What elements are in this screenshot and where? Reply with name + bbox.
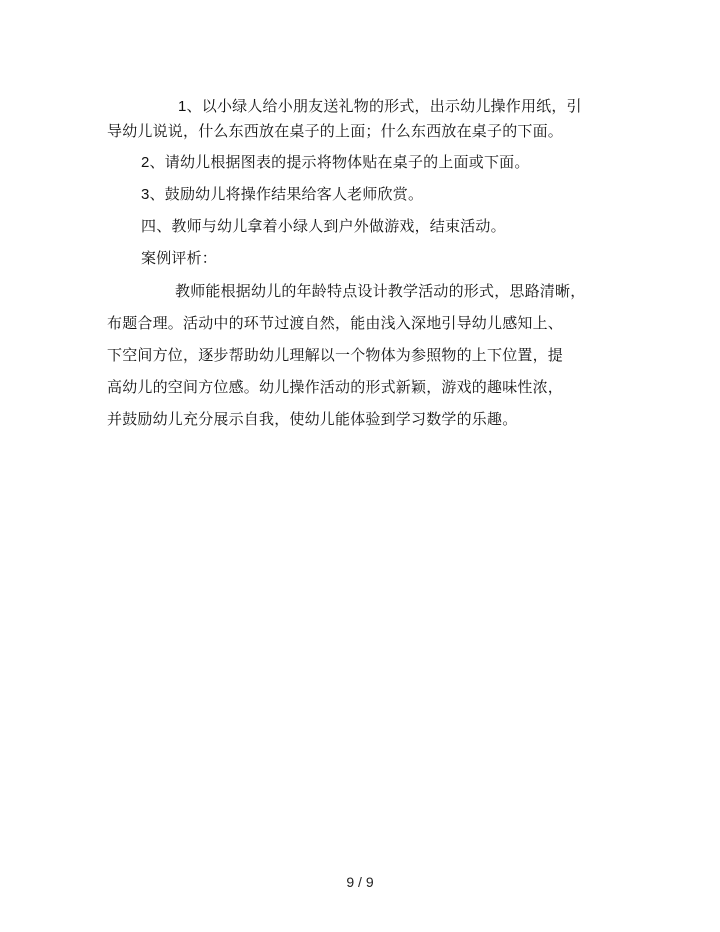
item-1-number: 1 [178, 98, 187, 115]
item-2 [141, 152, 530, 173]
item-3-text: 、鼓励幼儿将操作结果给客人老师欣赏。 [149, 185, 424, 203]
analysis-line-3: 下空间方位，逐步帮助幼儿理解以一个物体为参照物的上下位置，提 [107, 346, 564, 364]
analysis-line-1: 教师能根据幼儿的年龄特点设计教学活动的形式，思路清晰， [175, 282, 586, 300]
item-2-number: 2 [141, 154, 150, 171]
item-1-line-2: 导幼儿说说，什么东西放在桌子的上面；什么东西放在桌子的下面。 [107, 122, 564, 140]
analysis-line-2: 布题合理。活动中的环节过渡自然，能由浅入深地引导幼儿感知上、 [107, 314, 564, 332]
item-1-line-1 [178, 96, 582, 117]
item-3-number: 3 [141, 186, 150, 203]
analysis-heading: 案例评析： [141, 249, 218, 267]
analysis-line-5: 并鼓励幼儿充分展示自我，使幼儿能体验到学习数学的乐趣。 [107, 410, 518, 428]
item-1-text: 、以小绿人给小朋友送礼物的形式，出示幼儿操作用纸，引 [186, 97, 582, 115]
item-3 [141, 184, 423, 205]
section-4: 四、教师与幼儿拿着小绿人到户外做游戏，结束活动。 [141, 217, 506, 235]
analysis-line-4: 高幼儿的空间方位感。幼儿操作活动的形式新颖，游戏的趣味性浓， [107, 378, 564, 396]
item-2-text: 、请幼儿根据图表的提示将物体贴在桌子的上面或下面。 [149, 153, 530, 171]
page-number: 9 / 9 [346, 874, 374, 890]
